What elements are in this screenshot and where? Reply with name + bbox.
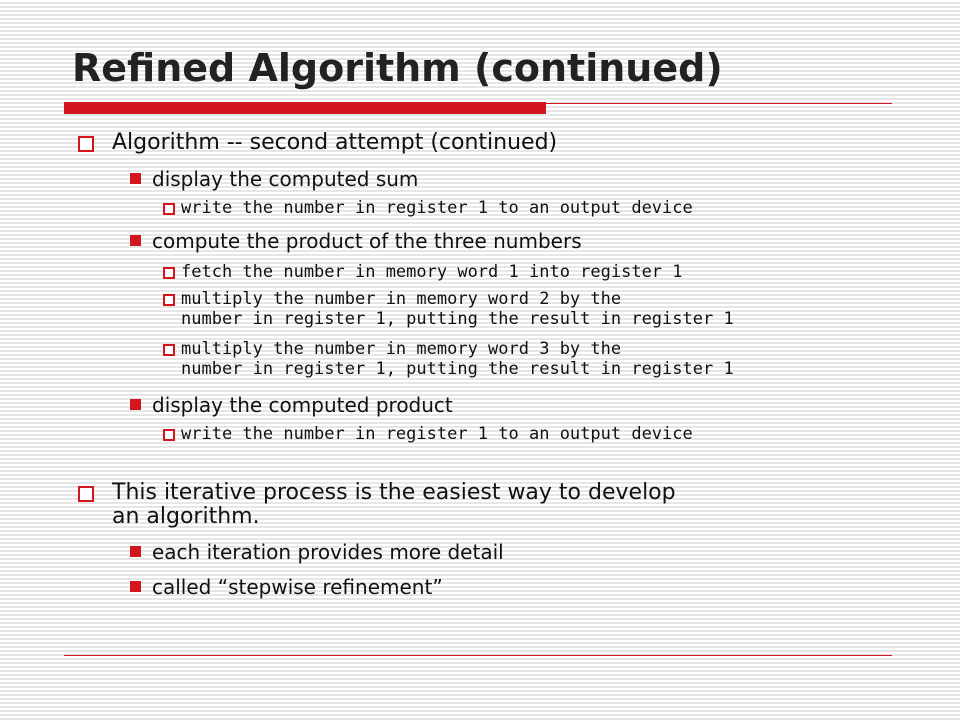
outlined-square-bullet-icon	[78, 486, 94, 502]
outlined-square-bullet-icon	[163, 429, 175, 441]
filled-square-bullet-icon	[130, 173, 141, 184]
bullet-item-level-2	[130, 540, 504, 564]
outlined-square-bullet-icon	[163, 203, 175, 215]
filled-square-bullet-icon	[130, 235, 141, 246]
bullet-text: multiply the number in memory word 2 by the number in register 1, putting the result in register 1	[181, 289, 734, 329]
bullet-item-level-3	[163, 198, 693, 218]
bullet-text: fetch the number in memory word 1 into register 1	[181, 262, 683, 282]
bullet-text: display the computed sum	[152, 167, 419, 191]
bullet-text: write the number in register 1 to an output device	[181, 198, 693, 218]
outlined-square-bullet-icon	[163, 267, 175, 279]
bullet-item-level-2	[130, 229, 582, 253]
bullet-item-level-3	[163, 262, 683, 282]
bullet-item-level-2	[130, 393, 453, 417]
bullet-item-level-2	[130, 575, 443, 599]
bullet-item-level-3	[163, 339, 734, 379]
bullet-item-level-3	[163, 289, 734, 329]
footer-accent-line	[64, 655, 892, 656]
filled-square-bullet-icon	[130, 581, 141, 592]
outlined-square-bullet-icon	[163, 294, 175, 306]
filled-square-bullet-icon	[130, 546, 141, 557]
outlined-square-bullet-icon	[163, 344, 175, 356]
bullet-item-level-2	[130, 167, 418, 191]
bullet-text: This iterative process is the easiest way to develop an algorithm.	[112, 480, 676, 529]
bullet-text: write the number in register 1 to an output device	[181, 424, 693, 444]
bullet-text: multiply the number in memory word 3 by the number in register 1, putting the result in register 1	[181, 339, 734, 379]
bullet-item-level-1	[78, 131, 557, 155]
bullet-text: display the computed product	[152, 393, 453, 417]
bullet-text: each iteration provides more detail	[152, 540, 504, 564]
filled-square-bullet-icon	[130, 399, 141, 410]
slide-title: Refined Algorithm (continued)	[72, 46, 723, 90]
bullet-item-level-3	[163, 424, 693, 444]
bullet-text: Algorithm -- second attempt (continued)	[112, 130, 558, 155]
bullet-item-level-1	[78, 481, 676, 529]
outlined-square-bullet-icon	[78, 136, 94, 152]
bullet-text: compute the product of the three numbers	[152, 229, 582, 253]
bullet-text: called “stepwise refinement”	[152, 575, 443, 599]
